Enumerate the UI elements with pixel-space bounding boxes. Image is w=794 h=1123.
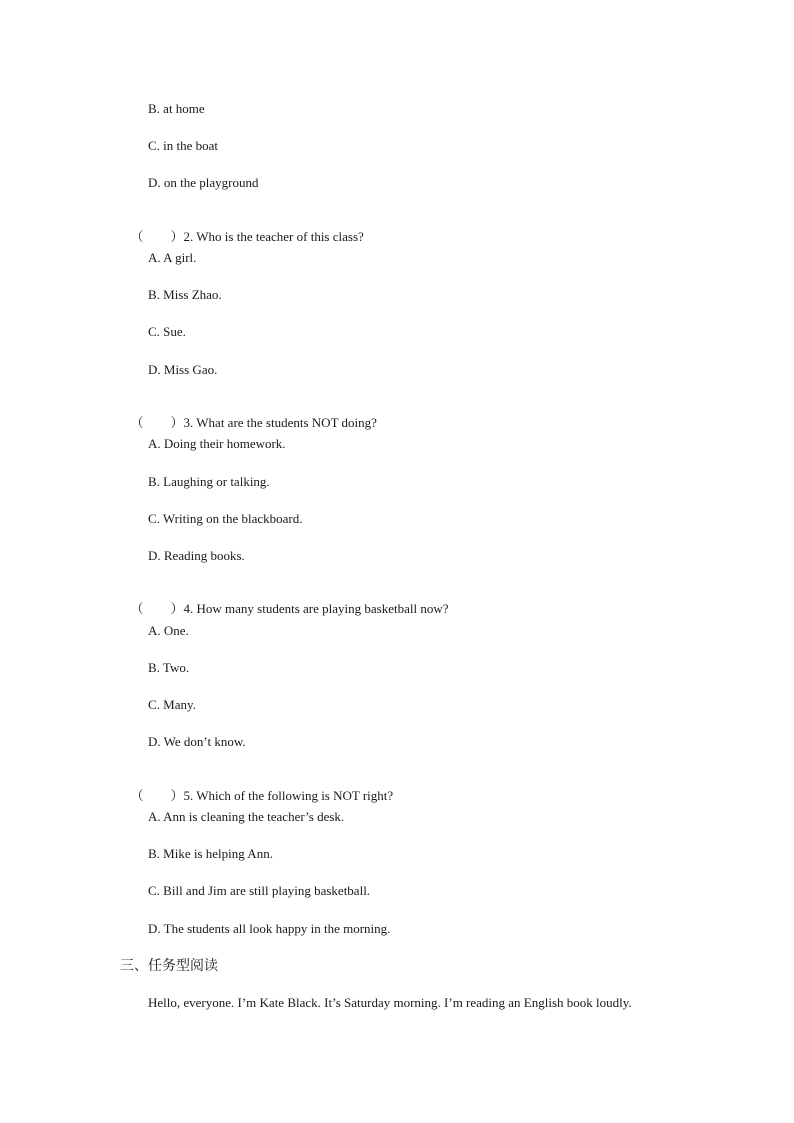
section-title: 三、任务型阅读 [120,958,218,974]
q4-option-c: C. Many. [148,697,196,712]
q5-option-a: A. Ann is cleaning the teacher’s desk. [148,809,345,824]
answer-blank-close: ） [170,415,184,430]
reading-paragraph: Hello, everyone. I’m Kate Black. It’s Saturday morning. I’m reading an English book loudly. [148,995,632,1010]
question-3 [124,399,377,431]
q1-option-c: C. in the boat [148,138,219,153]
answer-blank-open: （ [130,601,144,616]
q3-option-b: B. Laughing or talking. [148,474,270,489]
q2-option-a: A. A girl. [148,250,197,265]
q4-option-b: B. Two. [148,660,190,675]
answer-blank-open: （ [130,788,144,803]
question-2 [124,213,364,245]
q5-option-d: D. The students all look happy in the morning. [148,921,391,936]
q2-option-c: C. Sue. [148,324,186,339]
q4-option-a: A. One. [148,623,189,638]
question-4-text: 4. How many students are playing basketball now? [183,601,449,616]
answer-blank-close: ） [170,788,184,803]
question-4 [124,585,449,617]
answer-blank-open: （ [130,415,144,430]
q3-option-d: D. Reading books. [148,548,245,563]
answer-blank-close: ） [170,229,184,244]
q5-option-c: C. Bill and Jim are still playing basketball. [148,883,371,898]
q3-option-a: A. Doing their homework. [148,436,286,451]
q2-option-d: D. Miss Gao. [148,362,218,377]
question-5 [124,772,393,804]
answer-blank-open: （ [130,229,144,244]
q5-option-b: B. Mike is helping Ann. [148,846,273,861]
answer-blank-close: ） [170,601,184,616]
question-5-text: 5. Which of the following is NOT right? [183,788,394,803]
question-2-text: 2. Who is the teacher of this class? [183,229,364,244]
q1-option-d: D. on the playground [148,175,259,190]
q1-option-b: B. at home [148,101,205,116]
q3-option-c: C. Writing on the blackboard. [148,511,303,526]
q4-option-d: D. We don’t know. [148,734,246,749]
question-3-text: 3. What are the students NOT doing? [183,415,377,430]
q2-option-b: B. Miss Zhao. [148,287,222,302]
